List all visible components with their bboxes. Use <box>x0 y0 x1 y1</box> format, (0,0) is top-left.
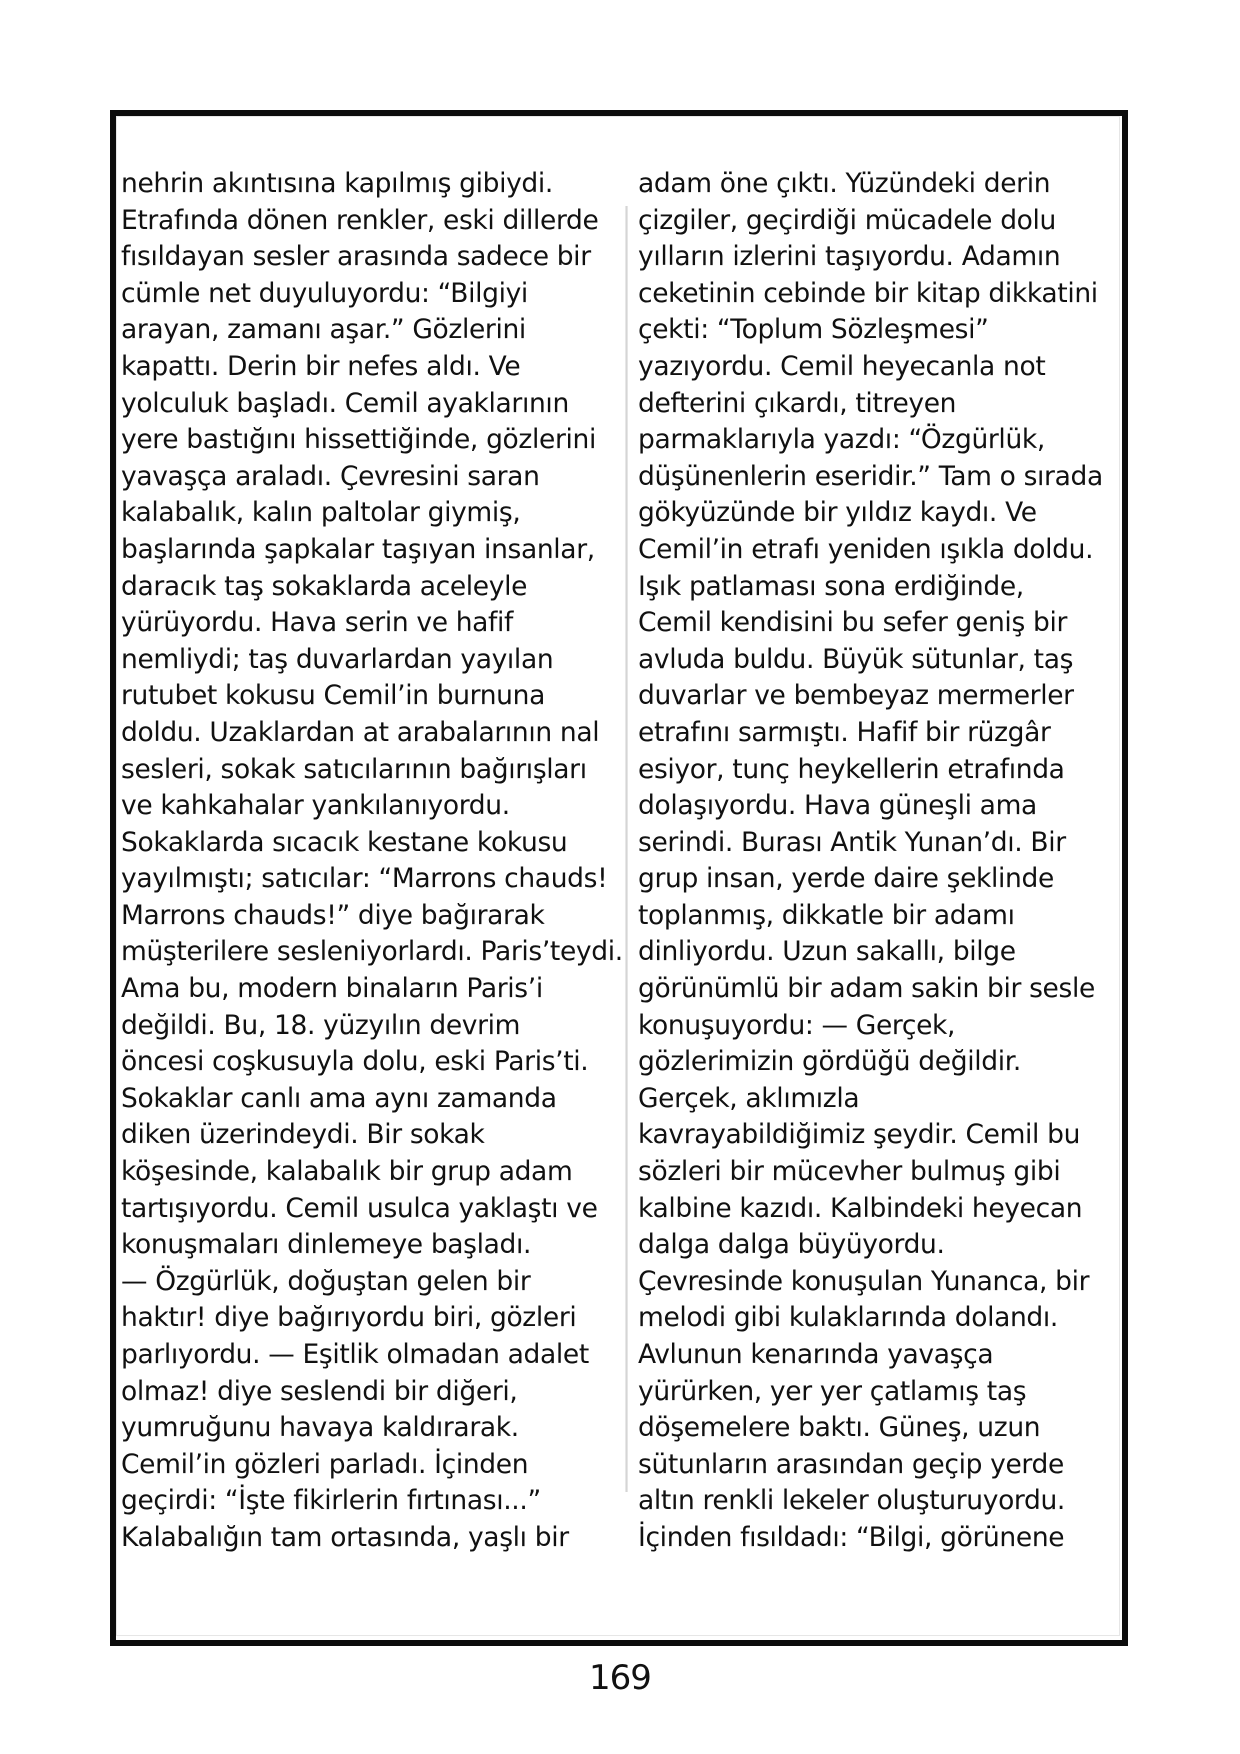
text-line: Çevresinde konuşulan Yunanca, bir <box>638 1265 1090 1297</box>
text-line: Ama bu, modern binaların Paris’i <box>121 973 543 1005</box>
text-line: etrafını sarmıştı. Hafif bir rüzgâr <box>638 716 1051 748</box>
right-text-column <box>638 166 1103 1557</box>
text-line: değildi. Bu, 18. yüzyılın devrim <box>121 1009 521 1041</box>
text-line: yazıyordu. Cemil heyecanla not <box>638 350 1046 382</box>
text-line: rutubet kokusu Cemil’in burnuna <box>121 680 545 712</box>
text-line: melodi gibi kulaklarında dolandı. <box>638 1302 1058 1334</box>
text-line: müşterilere sesleniyorlardı. Paris’teydi. <box>121 936 623 968</box>
text-line: Etrafında dönen renkler, eski dillerde <box>121 204 599 236</box>
text-line: haktır! diye bağırıyordu biri, gözleri <box>121 1302 577 1334</box>
text-line: çekti: “Toplum Sözleşmesi” <box>638 314 989 346</box>
text-line: ve kahkahalar yankılanıyordu. <box>121 790 510 822</box>
text-line: nemliydi; taş duvarlardan yayılan <box>121 643 554 675</box>
text-line: daracık taş sokaklarda aceleyle <box>121 570 528 602</box>
text-line: serindi. Burası Antik Yunan’dı. Bir <box>638 826 1066 858</box>
text-line: cümle net duyuluyordu: “Bilgiyi <box>121 277 528 309</box>
text-line: yumruğunu havaya kaldırarak. <box>121 1412 519 1444</box>
text-line: başlarında şapkalar taşıyan insanlar, <box>121 533 595 565</box>
text-line: İçinden fısıldadı: “Bilgi, görünene <box>638 1521 1065 1553</box>
text-line: nehrin akıntısına kapılmış gibiydi. <box>121 168 553 199</box>
text-line: düşünenlerin eseridir.” Tam o sırada <box>638 460 1103 492</box>
text-line: yürürken, yer yer çatlamış taş <box>638 1375 1027 1407</box>
text-line: dolaşıyordu. Hava güneşli ama <box>638 790 1037 822</box>
text-line: kavrayabildiğimiz şeydir. Cemil bu <box>638 1119 1081 1151</box>
text-line: konuşuyordu: — Gerçek, <box>638 1009 956 1041</box>
text-line: köşesinde, kalabalık bir grup adam <box>121 1156 573 1188</box>
text-line: toplanmış, dikkatle bir adamı <box>638 899 1015 931</box>
text-line: Işık patlaması sona erdiğinde, <box>638 570 1024 602</box>
text-line: olmaz! diye seslendi bir diğeri, <box>121 1375 518 1407</box>
text-line: defterini çıkardı, titreyen <box>638 387 957 419</box>
text-line: gökyüzünde bir yıldız kaydı. Ve <box>638 497 1037 529</box>
text-line: dalga dalga büyüyordu. <box>638 1229 945 1261</box>
text-line: doldu. Uzaklardan at arabalarının nal <box>121 716 600 748</box>
text-line: avluda buldu. Büyük sütunlar, taş <box>638 643 1074 675</box>
page-number: 169 <box>589 1658 651 1698</box>
text-line: geçirdi: “İşte fikirlerin fırtınası...” <box>121 1485 541 1517</box>
text-line: dinliyordu. Uzun sakallı, bilge <box>638 936 1016 968</box>
text-line: Sokaklarda sıcacık kestane kokusu <box>121 826 568 858</box>
text-line: yolculuk başladı. Cemil ayaklarının <box>121 387 569 419</box>
text-line: parmaklarıyla yazdı: “Özgürlük, <box>638 424 1045 456</box>
text-line: gözlerimizin gördüğü değildir. <box>638 1046 1021 1078</box>
text-line: sözleri bir mücevher bulmuş gibi <box>638 1156 1061 1188</box>
text-line: öncesi coşkusuyla dolu, eski Paris’ti. <box>121 1046 589 1078</box>
text-line: Sokaklar canlı ama aynı zamanda <box>121 1082 557 1114</box>
text-line: yavaşça araladı. Çevresini saran <box>121 460 540 492</box>
text-line: yürüyordu. Hava serin ve hafif <box>121 607 514 639</box>
text-line: parlıyordu. — Eşitlik olmadan adalet <box>121 1339 589 1370</box>
text-line: sütunların arasından geçip yerde <box>638 1448 1064 1480</box>
text-line: yılların izlerini taşıyordu. Adamın <box>638 241 1061 273</box>
text-line: arayan, zamanı aşar.” Gözlerini <box>121 314 526 346</box>
text-line: Avlunun kenarında yavaşça <box>638 1339 994 1370</box>
text-line: altın renkli lekeler oluşturuyordu. <box>638 1485 1066 1517</box>
text-line: konuşmaları dinlemeye başladı. <box>121 1229 532 1261</box>
text-line: duvarlar ve bembeyaz mermerler <box>638 680 1074 712</box>
text-line: çizgiler, geçirdiği mücadele dolu <box>638 204 1056 236</box>
text-line: sesleri, sokak satıcılarının bağırışları <box>121 753 587 785</box>
text-line: tartışıyordu. Cemil usulca yaklaştı ve <box>121 1192 598 1224</box>
text-line: yere bastığını hissettiğinde, gözlerini <box>121 424 596 456</box>
text-line: Gerçek, aklımızla <box>638 1082 860 1114</box>
text-line: Cemil’in gözleri parladı. İçinden <box>121 1448 529 1480</box>
text-line: ceketinin cebinde bir kitap dikkatini <box>638 277 1098 309</box>
text-line: — Özgürlük, doğuştan gelen bir <box>121 1265 531 1297</box>
text-line: Cemil’in etrafı yeniden ışıkla doldu. <box>638 533 1094 565</box>
text-line: kalbine kazıdı. Kalbindeki heyecan <box>638 1192 1083 1224</box>
text-line: kapattı. Derin bir nefes aldı. Ve <box>121 350 521 382</box>
text-line: grup insan, yerde daire şeklinde <box>638 863 1054 895</box>
left-text-column <box>121 166 623 1557</box>
text-line: Kalabalığın tam ortasında, yaşlı bir <box>121 1521 569 1553</box>
text-line: kalabalık, kalın paltolar giymiş, <box>121 497 521 529</box>
text-line: diken üzerindeydi. Bir sokak <box>121 1119 485 1151</box>
column-divider <box>625 206 628 1492</box>
text-line: görünümlü bir adam sakin bir sesle <box>638 973 1095 1005</box>
text-line: esiyor, tunç heykellerin etrafında <box>638 753 1065 785</box>
text-line: Marrons chauds!” diye bağırarak <box>121 899 545 931</box>
text-line: Cemil kendisini bu sefer geniş bir <box>638 607 1067 639</box>
text-line: yayılmıştı; satıcılar: “Marrons chauds! <box>121 863 608 895</box>
text-line: döşemelere baktı. Güneş, uzun <box>638 1412 1041 1444</box>
text-line: fısıldayan sesler arasında sadece bir <box>121 241 591 273</box>
text-line: adam öne çıktı. Yüzündeki derin <box>638 168 1051 199</box>
